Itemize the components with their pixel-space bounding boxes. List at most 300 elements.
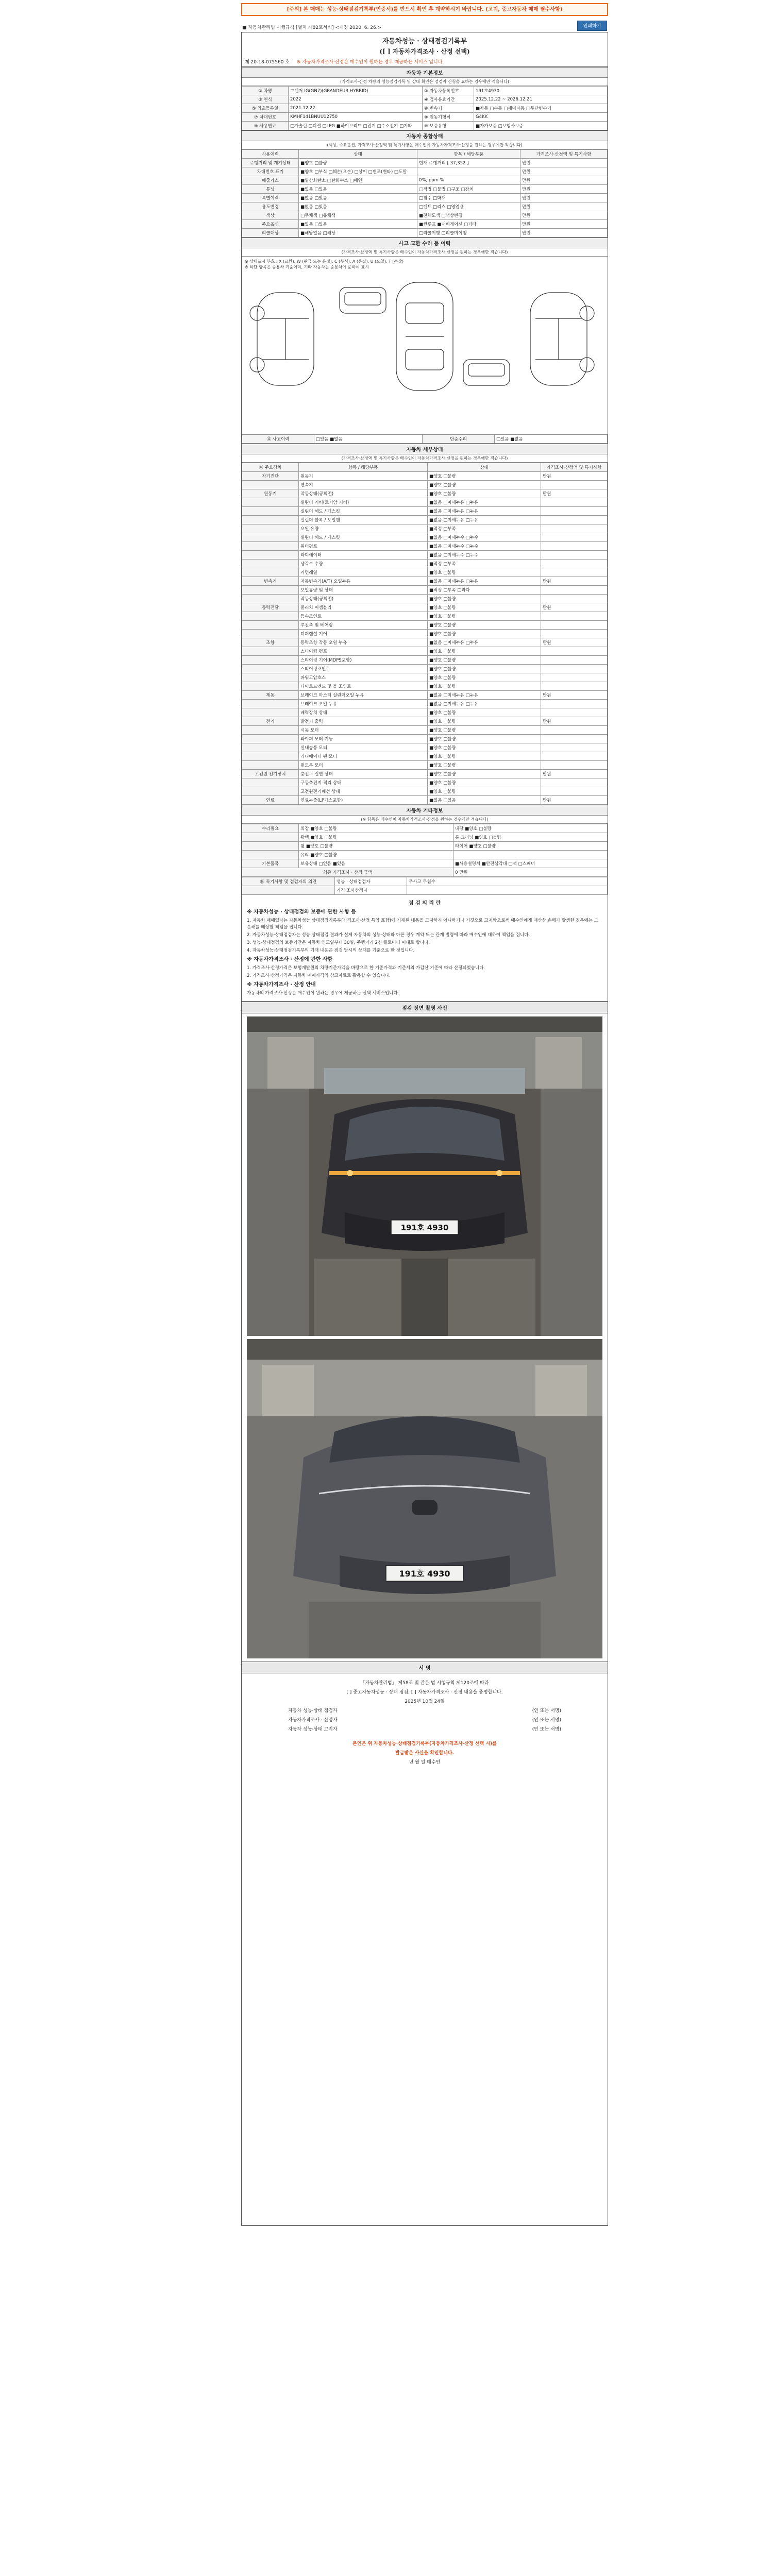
device-status: ■양호 □불량 [428,595,541,603]
device-group [242,481,299,489]
status-detail: ■전체도색 □색상변경 [417,211,520,220]
status-price: 만원 [520,176,608,185]
device-status: ■없음 □미세누유 □누유 [428,507,541,516]
column-header: ⑭ 주요장치 [242,463,299,472]
device-part: 배력장치 상태 [299,708,428,717]
table-row [242,743,608,752]
table-row [242,851,608,859]
device-price: 만원 [541,770,608,778]
signature-mark: (인 또는 서명) [532,1718,561,1723]
table-row [242,507,608,516]
device-price: 만원 [541,691,608,700]
device-group: 제동 [242,691,299,700]
note-item: 3. 성능·상태점검의 보증기간은 자동차 인도일부터 30일, 주행거리 2천 킬로미터 이내로 합니다. [247,940,430,945]
device-group [242,595,299,603]
record-note: ※ 자동차가격조사·산정은 매수인이 원하는 경우 제공하는 서비스 입니다. [296,60,444,65]
status-price: 만원 [520,185,608,194]
column-header: 항목 / 해당부품 [417,150,520,159]
table-row [242,717,608,726]
notes-heading: 점 검 의 뢰 란 [408,901,441,906]
device-status: ■없음 □미세누유 □누유 [428,700,541,708]
device-status: ■양호 □불량 [428,717,541,726]
device-group: 변속기 [242,577,299,586]
device-group [242,630,299,638]
field-value: 그랜저 IG(GN7)(GRANDEUR HYBRID) [289,87,423,95]
table-row [242,516,608,524]
table-row [242,726,608,735]
device-group [242,778,299,787]
device-status: ■없음 □미세누유 □누유 [428,577,541,586]
device-price [541,743,608,752]
device-part: 타이로드엔드 및 볼 조인트 [299,682,428,691]
table-row [242,612,608,621]
field-value: ■자동 □수동 □세미자동 □무단변속기 [474,104,608,113]
signature-heading: 서 명 [242,1662,608,1673]
device-part: 구동축전지 격리 상태 [299,778,428,787]
table-row [242,752,608,761]
device-price [541,560,608,568]
section-accident-note: (가격조사·산정액 및 특기사항은 매수인이 자동차가격조사·산정을 원하는 경우에만 적습니다) [242,248,608,257]
field-label: ② 자동차등록번호 [423,87,474,95]
remarks-value: 무사고 무침수 [407,877,608,886]
field-value: 2025.12.22 ~ 2026.12.21 [474,95,608,104]
other-value: 타이어 ■양호 □불량 [453,842,608,851]
device-group: 연료 [242,796,299,805]
section-other-heading: 자동차 기타정보 [242,805,608,816]
table-row [242,603,608,612]
table-row [242,568,608,577]
status-value: ■없음 □있음 [299,185,417,194]
device-price [541,568,608,577]
other-info-table [242,824,608,877]
device-part: 커먼레일 [299,568,428,577]
device-group [242,507,299,516]
device-group [242,560,299,568]
form-reference: ■ 자동차관리법 시행규칙 [별지 제82호서식] <개정 2020. 6. 26.> [242,25,382,30]
device-status: ■없음 □미세누수 □누수 [428,551,541,560]
device-part: 오일 유량 [299,524,428,533]
device-part: 시동 모터 [299,726,428,735]
device-group [242,621,299,630]
device-status: ■양호 □불량 [428,472,541,481]
device-price [541,700,608,708]
device-price [541,621,608,630]
car-right-side-view [530,293,594,385]
field-value: ■자가보증 □보험사보증 [474,122,608,130]
device-price [541,673,608,682]
status-detail: ■썬루프 ■내비게이션 □기타 [417,220,520,229]
signature-row [252,1716,597,1725]
device-part: 냉각수 수량 [299,560,428,568]
buyer-confirm-line-2: 발급받은 사실을 확인합니다. [395,1751,454,1756]
field-label: ⑩ 보증유형 [423,122,474,130]
device-status: ■양호 □불량 [428,603,541,612]
field-label: ⑦ 차대번호 [242,113,289,122]
final-price-value: 0 만원 [453,868,608,877]
field-value: KMHF141BNUU12750 [289,113,423,122]
device-price [541,761,608,770]
table-row [242,682,608,691]
device-status: ■양호 □불량 [428,647,541,656]
device-price [541,481,608,489]
device-part: 작동상태(공회전) [299,595,428,603]
table-row [242,159,608,167]
device-part: 워터펌프 [299,542,428,551]
section-detail-heading: 자동차 세부상태 [242,444,608,454]
device-group [242,787,299,796]
remarks-value [407,886,608,895]
table-row [242,833,608,842]
device-part: 실린더 헤드 / 개스킷 [299,507,428,516]
table-row [242,735,608,743]
device-price [541,551,608,560]
status-price: 만원 [520,202,608,211]
remarks-role: 성능 · 상태점검자 [335,877,407,886]
device-part: 브레이크 오일 누유 [299,700,428,708]
device-price [541,595,608,603]
table-row [242,665,608,673]
status-value: ■없음 □있음 [299,202,417,211]
field-value: □가솔린 □디젤 □LPG ■하이브리드 □전기 □수소전기 □기타 [289,122,423,130]
section-accident-heading: 사고 교환 수리 등 이력 [242,238,608,248]
device-group [242,586,299,595]
device-group [242,708,299,717]
status-item: 리콜대상 [242,229,299,238]
field-label: ⑥ 변속기 [423,104,474,113]
status-value: ■양호 □불량 [299,159,417,167]
device-status: ■양호 □불량 [428,743,541,752]
status-detail: 0%, ppm % [417,176,520,185]
device-price [541,726,608,735]
table-row [242,691,608,700]
table-row [242,220,608,229]
table-row [242,595,608,603]
front-plate-text: 191호 4930 [400,1223,449,1232]
table-row [242,708,608,717]
status-item: 차대번호 표기 [242,167,299,176]
field-label: ⑤ 최초등록일 [242,104,289,113]
status-detail: 현재 주행거리 [ 37,352 ] [417,159,520,167]
device-group [242,735,299,743]
device-status: ■양호 □불량 [428,630,541,638]
note-item: 2. 가격조사·산정가격은 자동차 매매가격의 참고자료로 활용할 수 있습니다. [247,973,391,978]
device-status: ■양호 □불량 [428,726,541,735]
car-front-photo [247,1016,602,1336]
device-part: 연료누출(LP가스포함) [299,796,428,805]
signature-date: 2025년 10월 24일 [405,1699,445,1704]
device-status: ■적정 □부족 [428,560,541,568]
device-part: 실내송풍 모터 [299,743,428,752]
device-group: 조향 [242,638,299,647]
signature-mark: (인 또는 서명) [532,1708,561,1714]
other-group: 수리필요 [242,824,299,833]
table-row [242,194,608,202]
device-part: 충전구 절연 상태 [299,770,428,778]
device-price [541,752,608,761]
other-value: 룸 크리닝 ■양호 □불량 [453,833,608,842]
device-status: ■없음 □미세누유 □누유 [428,516,541,524]
inspection-photo-rear [247,1339,602,1658]
remarks-label [242,886,335,895]
device-group [242,761,299,770]
note-item: ※ 자동차가격조사 · 산정에 관한 사항 [247,957,333,962]
device-part: 변속기 [299,481,428,489]
device-part: 추진축 및 베어링 [299,621,428,630]
device-part: 클러치 어셈블리 [299,603,428,612]
buyer-confirm-line: 본인은 위 자동차성능·상태점검기록부(자동차가격조사·산정 선택 시)를 [352,1741,497,1747]
device-status: ■없음 □미세누유 □누유 [428,498,541,507]
device-price: 만원 [541,489,608,498]
device-price [541,542,608,551]
column-header: 상태 [299,150,417,159]
device-part: 와이퍼 모터 기능 [299,735,428,743]
status-price: 만원 [520,220,608,229]
device-price: 만원 [541,472,608,481]
table-row [242,586,608,595]
status-price: 만원 [520,194,608,202]
table-row [242,621,608,630]
section-overall-status-heading: 자동차 종합상태 [242,130,608,141]
status-value: ■해당없음 □해당 [299,229,417,238]
section-overall-status-note: (색상, 주요옵션, 가격조사·산정액 및 특기사항은 매수인이 자동차가격조사·산정을 원하는 경우에만 적습니다) [242,141,608,149]
title-main: 자동차성능 · 상태점검기록부 [382,38,467,45]
device-part: 발전기 출력 [299,717,428,726]
table-row [242,656,608,665]
device-part: 스티어링 펌프 [299,647,428,656]
field-value: 2022 [289,95,423,104]
table-row [242,700,608,708]
note-item: 2. 자동차성능·상태점검자는 성능·상태점검 결과가 실제 자동차의 성능·상태와 다른 경우 계약 또는 관계 법령에 따라 매수인에 대하여 책임을 집니다. [247,933,530,938]
device-group [242,665,299,673]
print-button[interactable]: 인쇄하기 [577,21,607,31]
device-part: 등속조인트 [299,612,428,621]
table-row [242,770,608,778]
status-price: 만원 [520,159,608,167]
accident-label: ⑫ 사고이력 [242,435,314,444]
accident-value: □있음 ■없음 [314,435,423,444]
status-value: ■없음 □있음 [299,220,417,229]
device-status: ■양호 □불량 [428,489,541,498]
table-row [242,524,608,533]
table-row [242,761,608,770]
device-group [242,551,299,560]
status-detail: □적법 □불법 □구조 □장치 [417,185,520,194]
other-value: 보유상태 □없음 ■있음 [299,859,453,868]
inspection-record-document [241,32,608,2226]
status-item: 튜닝 [242,185,299,194]
device-group [242,612,299,621]
device-part: 디퍼렌셜 기어 [299,630,428,638]
document-title [242,32,608,57]
note-item: 1. 가격조사·산정가격은 보험개발원의 차량기준가액을 바탕으로 한 기준가격과 기준서의 가감산 기준에 따라 산정되었습니다. [247,965,485,971]
device-price [541,787,608,796]
table-row [242,647,608,656]
status-item: 용도변경 [242,202,299,211]
table-row [242,104,608,113]
device-status: ■양호 □불량 [428,621,541,630]
field-value: 191호4930 [474,87,608,95]
device-price [541,612,608,621]
other-value: 유리 ■양호 □불량 [299,851,453,859]
device-group [242,656,299,665]
device-part: 동력조향 작동 오일 누유 [299,638,428,647]
other-value [453,851,608,859]
table-row [242,122,608,130]
car-top-view [396,282,453,391]
device-group [242,524,299,533]
status-detail [417,167,520,176]
device-part: 오일유량 및 상태 [299,586,428,595]
signature-section [242,1673,608,1772]
remarks-role: 가격 조사산정자 [335,886,407,895]
table-row [242,673,608,682]
car-rear-view [463,360,510,385]
car-rear-photo [247,1339,602,1658]
column-header: 상태 [428,463,541,472]
other-value: 내장 ■양호 □불량 [453,824,608,833]
device-price [541,778,608,787]
other-group [242,833,299,842]
other-group: 기본품목 [242,859,299,868]
status-item: 주요옵션 [242,220,299,229]
device-part: 실린더 헤드 / 개스킷 [299,533,428,542]
device-price [541,516,608,524]
signature-cert-line: [ ] 중고자동차성능 · 상태 점검, [ ] 자동차가격조사 · 산정 내용을 증명합니다. [346,1690,503,1695]
device-group [242,673,299,682]
field-label: ③ 연식 [242,95,289,104]
device-group [242,726,299,735]
device-status: ■양호 □불량 [428,656,541,665]
record-number-line [242,57,608,67]
device-part: 윈도우 모터 [299,761,428,770]
device-group [242,647,299,656]
status-item: 주행거리 및 계기상태 [242,159,299,167]
table-row [242,630,608,638]
car-front-view [340,287,386,313]
device-status: ■양호 □불량 [428,752,541,761]
device-part: 라디에이터 [299,551,428,560]
remarks-label: ⑯ 특기사항 및 점검자의 의견 [242,877,335,886]
device-part: 스티어링조인트 [299,665,428,673]
final-price-label: 최종 가격조사 · 산정 금액 [242,868,453,877]
device-part: 실린더 블록 / 오일팬 [299,516,428,524]
section-basic-info-note: (가격조사·산정 차량의 성능점검기록 및 상태 확인은 점검자 신청을 요하는 경우에만 적습니다) [242,78,608,86]
other-value: 외장 ■양호 □불량 [299,824,453,833]
status-item: 배출가스 [242,176,299,185]
table-header-row [242,150,608,159]
table-row [242,796,608,805]
device-group [242,700,299,708]
field-value: 2021.12.22 [289,104,423,113]
field-value: G4KK [474,113,608,122]
table-row [242,176,608,185]
simple-repair-label: 단순수리 [423,435,495,444]
other-value: 광택 ■양호 □불량 [299,833,453,842]
title-sub: ([ ] 자동차가격조사 · 산정 선택) [379,48,470,55]
device-price [541,656,608,665]
section-detail-note: (가격조사·산정액 및 특기사항은 매수인이 자동차가격조사·산정을 원하는 경우에만 적습니다) [242,454,608,463]
device-status: ■없음 □미세누유 □누유 [428,638,541,647]
table-row [242,472,608,481]
device-status: ■양호 □불량 [428,665,541,673]
status-item: 특별이력 [242,194,299,202]
device-status: ■양호 □불량 [428,761,541,770]
table-row [242,638,608,647]
table-row [242,778,608,787]
status-price: 만원 [520,211,608,220]
status-value: ■양호 □부식 □훼손(오손) □상이 □변조(변타) □도말 [299,167,417,176]
device-status: ■양호 □불량 [428,778,541,787]
table-row [242,211,608,220]
car-left-side-view [250,293,314,385]
record-number: 제 20-18-075560 호 [245,60,290,65]
device-part: 브레이크 마스터 실린더오일 누유 [299,691,428,700]
table-row [242,481,608,489]
overall-status-table [242,149,608,238]
terms-notes [242,895,608,1002]
field-label: ④ 검사유효기간 [423,95,474,104]
column-header: 가격조사·산정액 및 특기사항 [520,150,608,159]
accident-history-table [242,434,608,444]
device-status: ■없음 □미세누유 □누유 [428,691,541,700]
note-item: ※ 자동차가격조사 · 산정 안내 [247,982,316,988]
note-item: 4. 자동차성능·상태점검기록부의 기재 내용은 점검 당시의 상태를 기준으로 한 것입니다. [247,948,415,953]
device-group [242,682,299,691]
table-row [242,877,608,886]
device-part: 원동기 [299,472,428,481]
device-status: ■적정 □부족 □과다 [428,586,541,595]
device-status: ■없음 □미세누수 □누수 [428,533,541,542]
device-status: ■없음 □있음 [428,796,541,805]
signature-law-line: 「자동차관리법」 제58조 및 같은 법 시행규칙 제120조에 따라 [360,1681,489,1686]
device-price: 만원 [541,717,608,726]
damage-legend [245,259,404,270]
device-part: 실린더 커버(로커암 커버) [299,498,428,507]
car-outline-diagram [242,272,608,396]
device-part: 라디에이터 팬 모터 [299,752,428,761]
device-price [541,708,608,717]
inspection-photo-front [247,1016,602,1336]
warning-notice: [주의] 본 매매는 성능·상태점검기록부(인증서)를 반드시 확인 후 계약하시기 바랍니다. (고지, 중고자동차 매매 필수사항) [241,3,608,16]
signature-label: 자동차가격조사 · 산정자 [288,1718,338,1723]
table-row [242,824,608,833]
status-value: ■일산화탄소 □탄화수소 □매연 [299,176,417,185]
table-row [242,577,608,586]
device-price [541,586,608,595]
device-group [242,542,299,551]
device-price: 만원 [541,577,608,586]
device-group [242,533,299,542]
table-row [242,489,608,498]
device-group: 동력전달 [242,603,299,612]
table-row [242,498,608,507]
status-detail: □렌트 □리스 □영업용 [417,202,520,211]
field-label: ⑨ 사용연료 [242,122,289,130]
column-header: 사용이력 [242,150,299,159]
device-status: ■양호 □불량 [428,568,541,577]
status-price: 만원 [520,229,608,238]
damage-diagram [242,257,608,434]
device-group [242,516,299,524]
table-row [242,542,608,551]
device-status: ■양호 □불량 [428,735,541,743]
table-row [242,842,608,851]
device-status: ■양호 □불량 [428,708,541,717]
device-status: ■양호 □불량 [428,682,541,691]
table-row [242,787,608,796]
signature-row [252,1725,597,1734]
note-item: 1. 자동차 매매업자는 자동차성능·상태점검기록부(가격조사·산정 특약 포함)에 기재된 내용을 고지하지 아니하거나 거짓으로 고지함으로써 매수인에게 재산상 손해가 발생한 경우에는 그 손해를 배상할 책임을 집니다. [247,918,598,930]
